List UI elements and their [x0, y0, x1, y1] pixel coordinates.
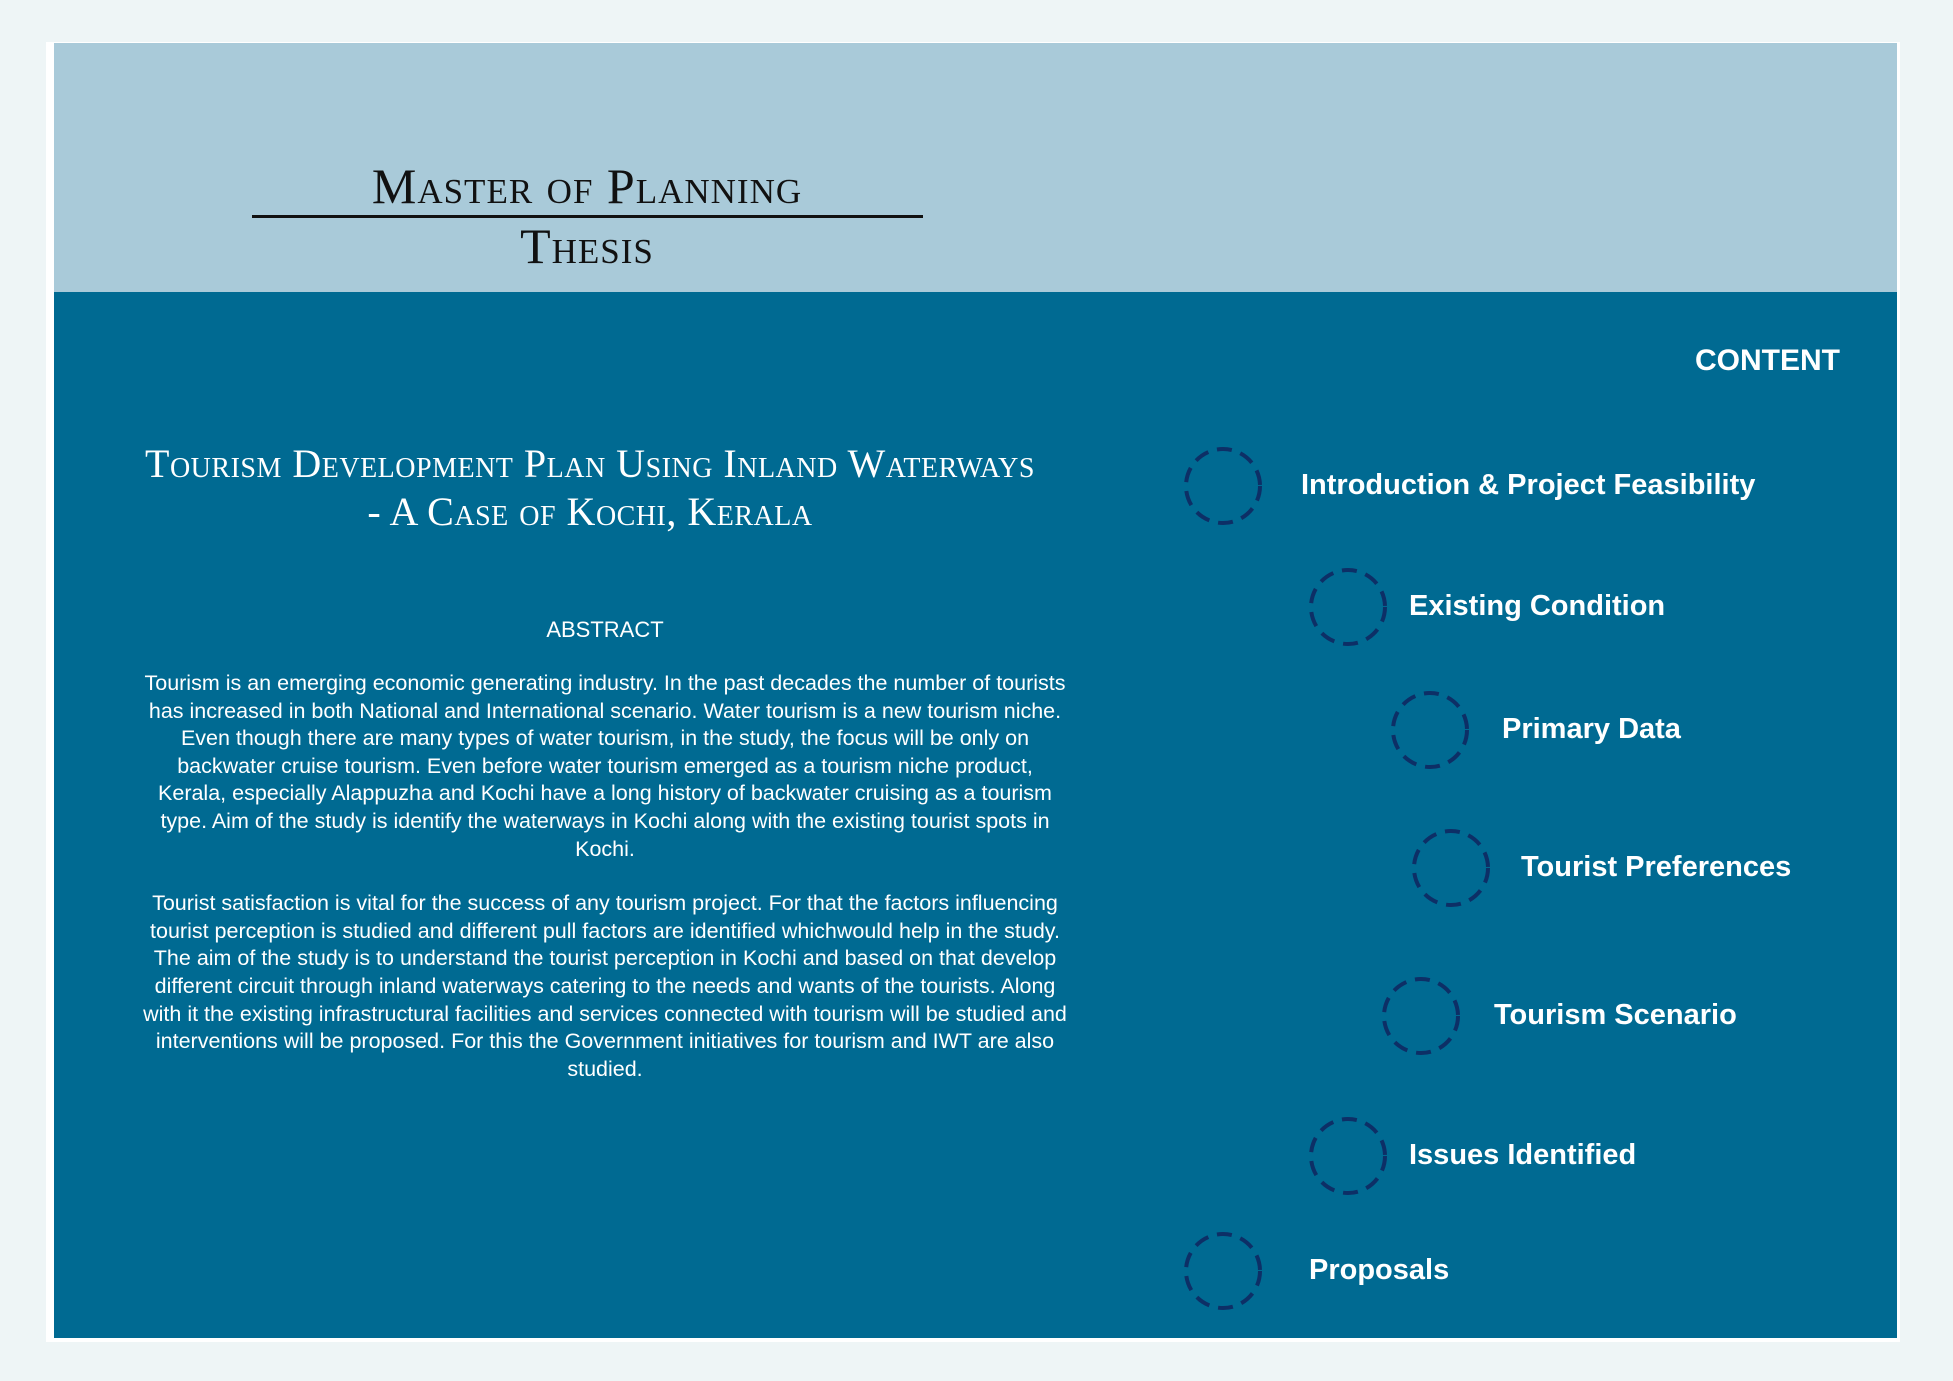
thesis-title-line-1: Tourism Development Plan Using Inland Waterways: [145, 441, 1035, 486]
abstract-paragraph-1: Tourism is an emerging economic generating industry. In the past decades the number of tourists has increased in both National and International scenario. Water tourism is a new tourism niche. Even though there are many types of water tourism, in the study, the focus will be only on backwater cruise tourism. Even before water tourism emerged as a tourism niche product, Kerala, especially Alappuzha and Kochi have a long history of backwater cruising as a tourism type. Aim of the study is identify the waterways in Kochi along with the existing tourist spots in Kochi.: [144, 671, 1066, 861]
thesis-title-line-2: - A Case of Kochi, Kerala: [367, 489, 813, 534]
dashed-circle-icon: [1183, 446, 1263, 526]
toc-label: Proposals: [1309, 1254, 1450, 1286]
dashed-circle-icon: [1381, 976, 1461, 1056]
toc-label: Tourism Scenario: [1494, 999, 1737, 1031]
toc-label: Issues Identified: [1409, 1139, 1637, 1171]
thesis-label: Thesis: [520, 218, 654, 274]
dashed-circle-icon: [1390, 690, 1470, 770]
abstract-body: [142, 670, 1068, 1110]
abstract-heading: ABSTRACT: [546, 617, 664, 642]
toc-label: Tourist Preferences: [1521, 851, 1792, 883]
toc-label: Introduction & Project Feasibility: [1301, 469, 1756, 501]
toc-label: Existing Condition: [1409, 590, 1666, 622]
dashed-circle-icon: [1308, 567, 1388, 647]
degree-title: Master of Planning: [371, 158, 803, 214]
dashed-circle-icon: [1308, 1116, 1388, 1196]
dashed-circle-icon: [1183, 1231, 1263, 1311]
dashed-circle-icon: [1411, 828, 1491, 908]
abstract-paragraph-2: Tourist satisfaction is vital for the success of any tourism project. For that the factors influencing tourist perception is studied and different pull factors are identified whichwould help in the study. The aim of the study is to understand the tourist perception in Kochi and based on that develop different circuit through inland waterways catering to the needs and wants of the tourists. Along with it the existing infrastructural facilities and services connected with tourism will be studied and interventions will be proposed. For this the Government initiatives for tourism and IWT are also studied.: [143, 891, 1067, 1081]
thesis-title: [100, 440, 1080, 536]
content-heading: CONTENT: [1695, 344, 1840, 377]
toc-label: Primary Data: [1502, 713, 1681, 745]
